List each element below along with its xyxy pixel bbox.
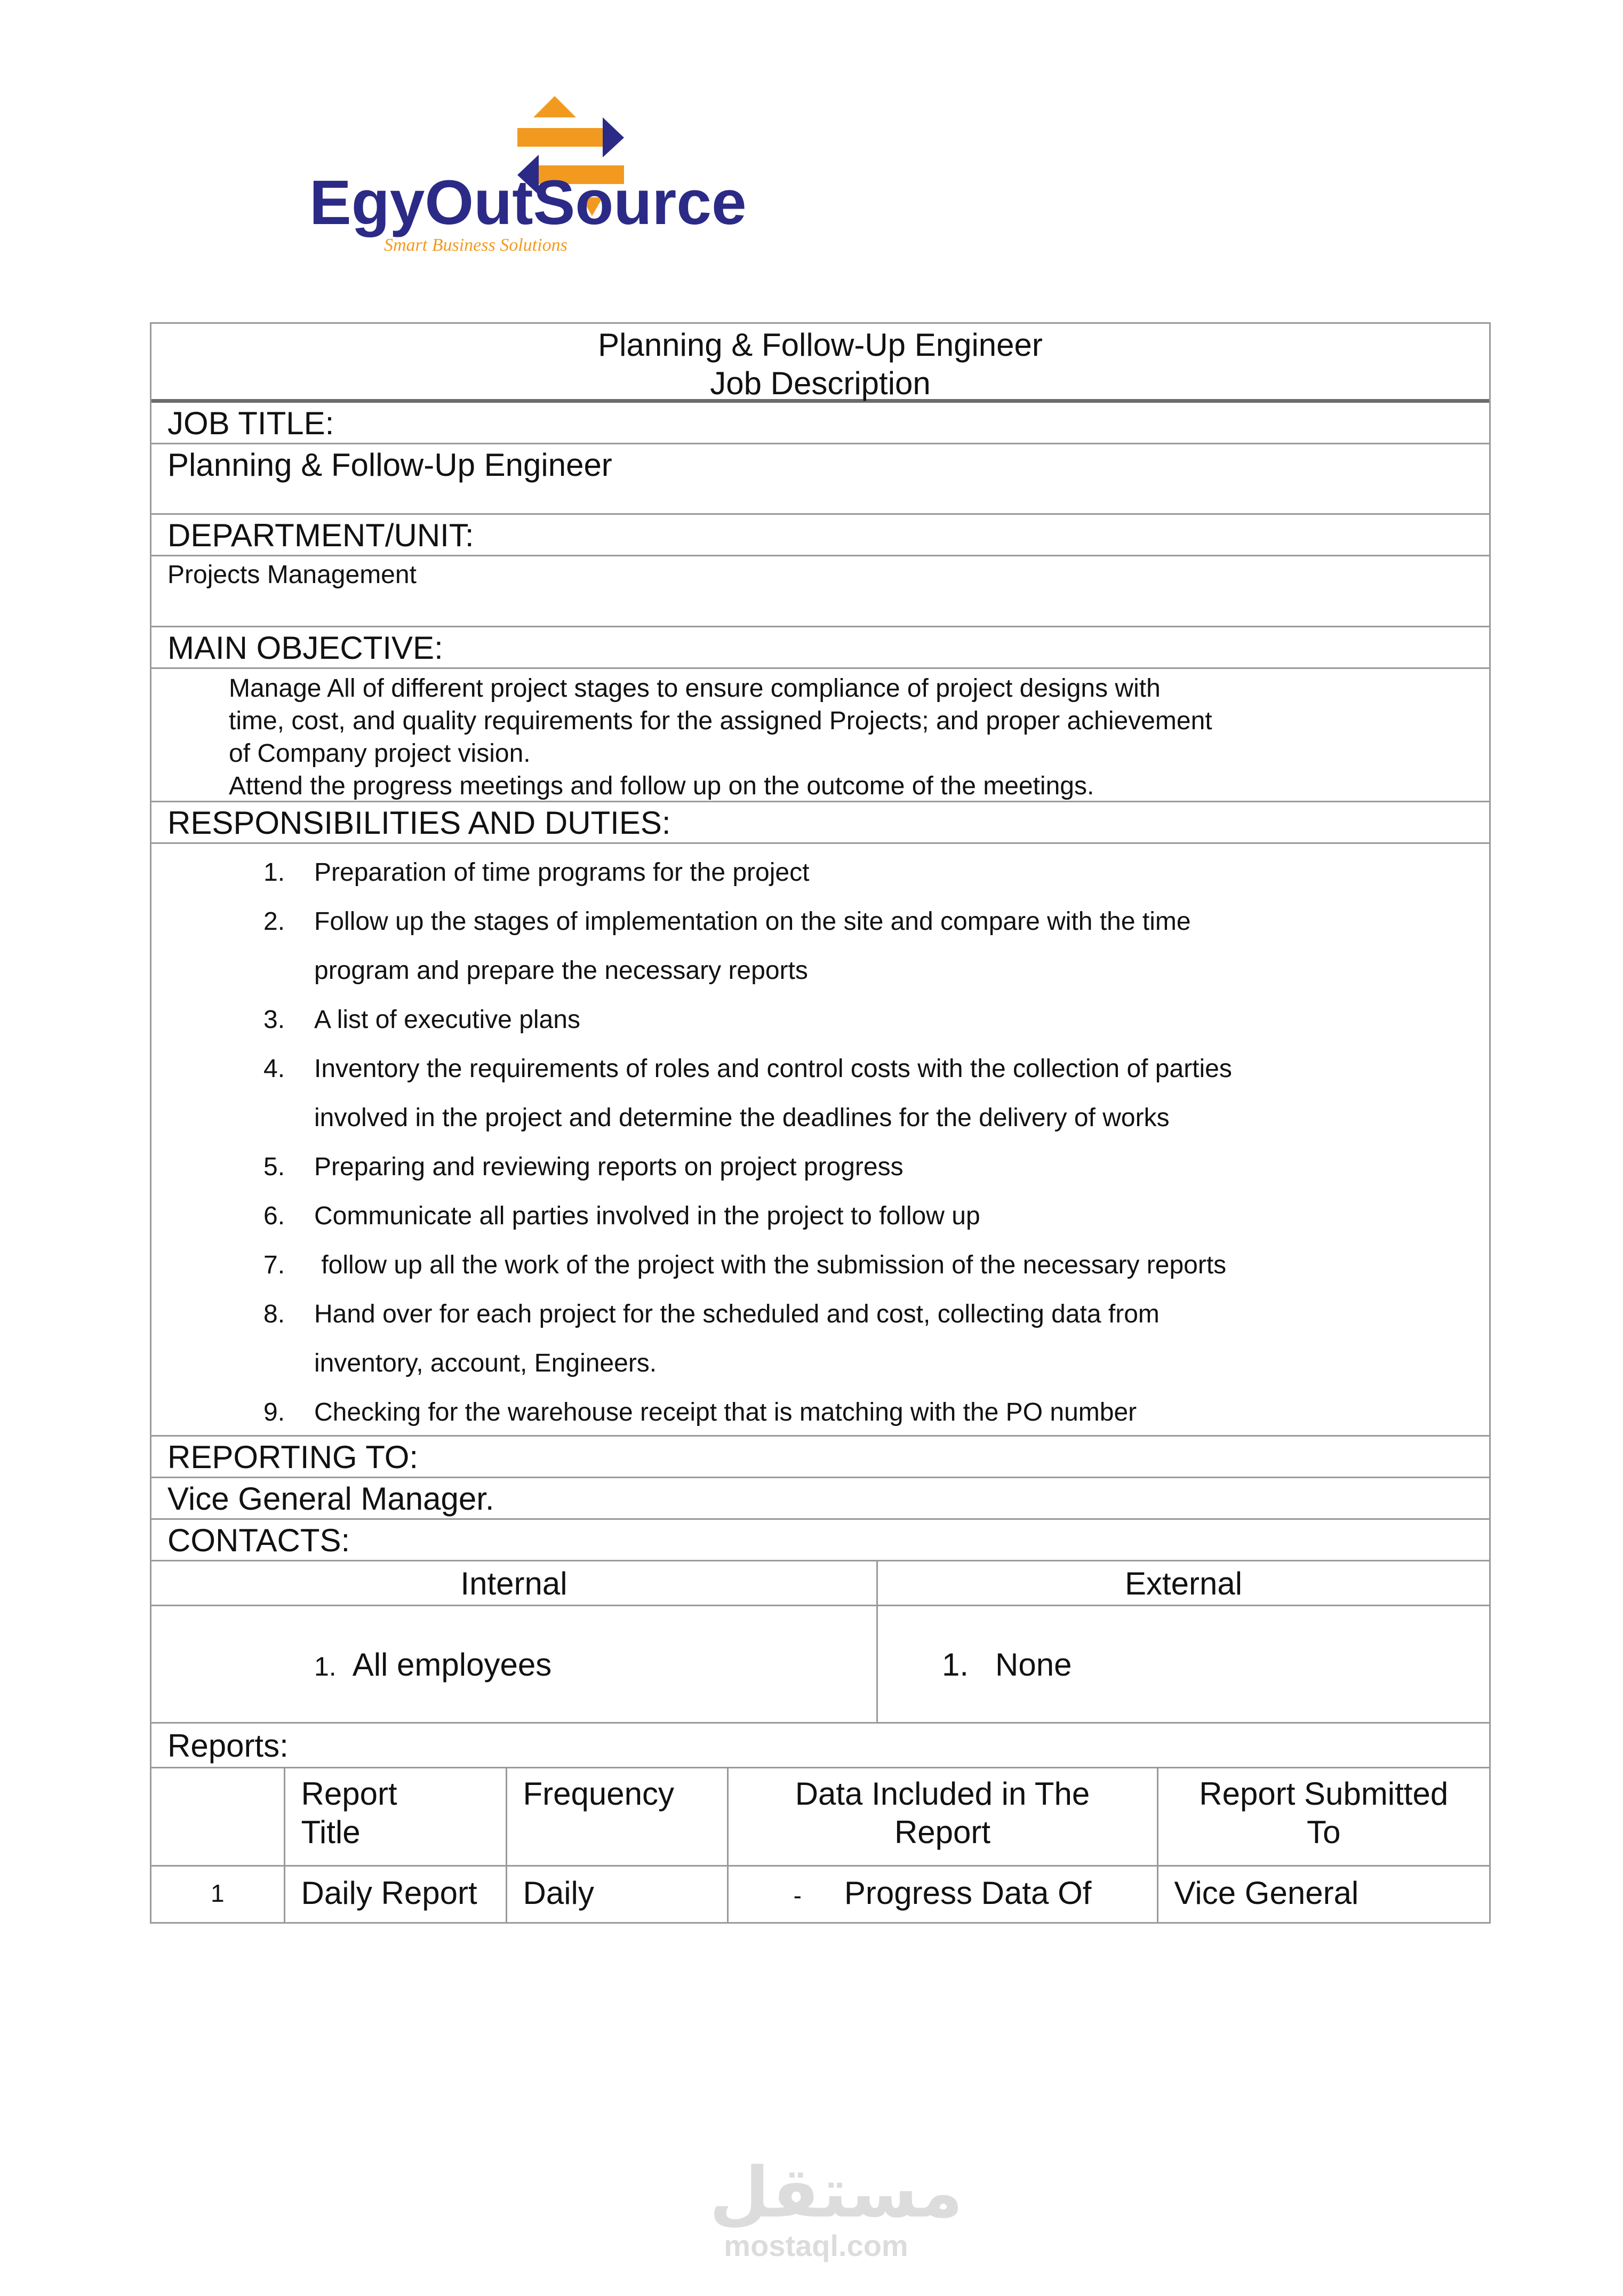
contacts-internal-item: All employees — [352, 1647, 552, 1683]
objective-line: of Company project vision. — [229, 739, 531, 768]
reporting-to-value: Vice General Manager. — [151, 1478, 1489, 1520]
logo-wordmark: EgyOutSource — [309, 168, 747, 238]
mostaql-watermark — [709, 2152, 963, 2262]
table-row — [151, 1866, 1489, 1922]
contacts-external-header: External — [1124, 1566, 1243, 1601]
job-title-label-row: JOB TITLE: — [151, 403, 1489, 444]
contacts-header — [151, 1561, 1489, 1606]
document-subtitle: Job Description — [710, 365, 931, 401]
document-title: Planning & Follow-Up Engineer — [598, 327, 1043, 363]
report-title: Daily Report — [284, 1866, 506, 1922]
contacts-external-item: None — [995, 1647, 1072, 1683]
department-label-row: DEPARTMENT/UNIT: — [151, 515, 1489, 556]
document-title-block — [151, 324, 1489, 403]
job-description-table — [150, 322, 1491, 1924]
duty-item: 1. Preparation of time programs for the project — [263, 858, 810, 887]
contacts-body — [151, 1606, 1489, 1724]
reporting-to-label: REPORTING TO: — [151, 1437, 1489, 1478]
report-frequency: Daily — [506, 1866, 727, 1922]
logo-tagline: Smart Business Solutions — [384, 235, 567, 255]
watermark-site: mostaql.com — [724, 2229, 908, 2262]
reports-table-wrapper — [151, 1768, 1489, 1922]
duty-item-continued: inventory, account, Engineers. — [314, 1349, 657, 1377]
duty-item-continued: program and prepare the necessary reports — [314, 956, 808, 985]
reports-header-cell — [151, 1768, 284, 1866]
duty-item-continued: involved in the project and determine the deadlines for the delivery of works — [314, 1104, 1170, 1132]
report-number: 1 — [151, 1866, 284, 1922]
duty-item: 5. Preparing and reviewing reports on project progress — [263, 1153, 904, 1181]
objective-label-row: MAIN OBJECTIVE: — [151, 627, 1489, 669]
report-submitted-to: Vice General — [1174, 1875, 1359, 1911]
reports-table-header — [151, 1768, 1489, 1866]
job-title-value: Planning & Follow-Up Engineer — [151, 444, 1489, 515]
department-value: Projects Management — [151, 556, 1489, 627]
objective-text — [151, 669, 1489, 802]
objective-line: time, cost, and quality requirements for the assigned Projects; and proper achievement — [229, 707, 1212, 735]
contacts-external-cell: 1. None — [942, 1647, 1072, 1683]
contacts-internal-cell: 1. All employees — [151, 1606, 878, 1722]
reports-table — [151, 1768, 1489, 1922]
duty-item: 6. Communicate all parties involved in the project to follow up — [263, 1202, 980, 1230]
reports-label: Reports: — [151, 1724, 1489, 1768]
duty-item: 8. Hand over for each project for the scheduled and cost, collecting data from — [263, 1300, 1160, 1328]
duties-list — [151, 844, 1489, 1437]
report-data: - Progress Data Of — [727, 1866, 1157, 1922]
duty-item: 2. Follow up the stages of implementation on the site and compare with the time — [263, 907, 1191, 936]
reports-header-cell: Frequency — [506, 1768, 727, 1866]
duty-item: 3. A list of executive plans — [263, 1006, 580, 1034]
reports-header-cell: Report Submitted To — [1157, 1768, 1489, 1866]
department-label: DEPARTMENT/UNIT — [167, 517, 465, 553]
objective-label: MAIN OBJECTIVE — [167, 630, 435, 666]
job-title-label: JOB TITLE — [167, 405, 325, 441]
contacts-label: CONTACTS — [167, 1522, 341, 1558]
duties-label-row: RESPONSIBILITIES AND DUTIES: — [151, 802, 1489, 844]
duty-item: 4. Inventory the requirements of roles and control costs with the collection of parties — [263, 1055, 1232, 1083]
watermark-arabic: مستقل — [709, 2152, 963, 2233]
reports-header-cell: Data Included in The Report — [727, 1768, 1157, 1866]
duty-item: 9. Checking for the warehouse receipt that is matching with the PO number — [263, 1398, 1137, 1426]
company-logo — [304, 96, 747, 256]
objective-line: Manage All of different project stages to ensure compliance of project designs with — [229, 674, 1161, 703]
duties-label: RESPONSIBILITIES AND DUTIES — [167, 805, 662, 841]
duty-item: 7. follow up all the work of the project with the submission of the necessary reports — [263, 1251, 1227, 1279]
reports-header-cell: Report Title — [284, 1768, 506, 1866]
contacts-label-row: CONTACTS: — [151, 1520, 1489, 1561]
objective-line: Attend the progress meetings and follow up on the outcome of the meetings. — [229, 772, 1094, 800]
contacts-internal-header: Internal — [151, 1561, 878, 1605]
